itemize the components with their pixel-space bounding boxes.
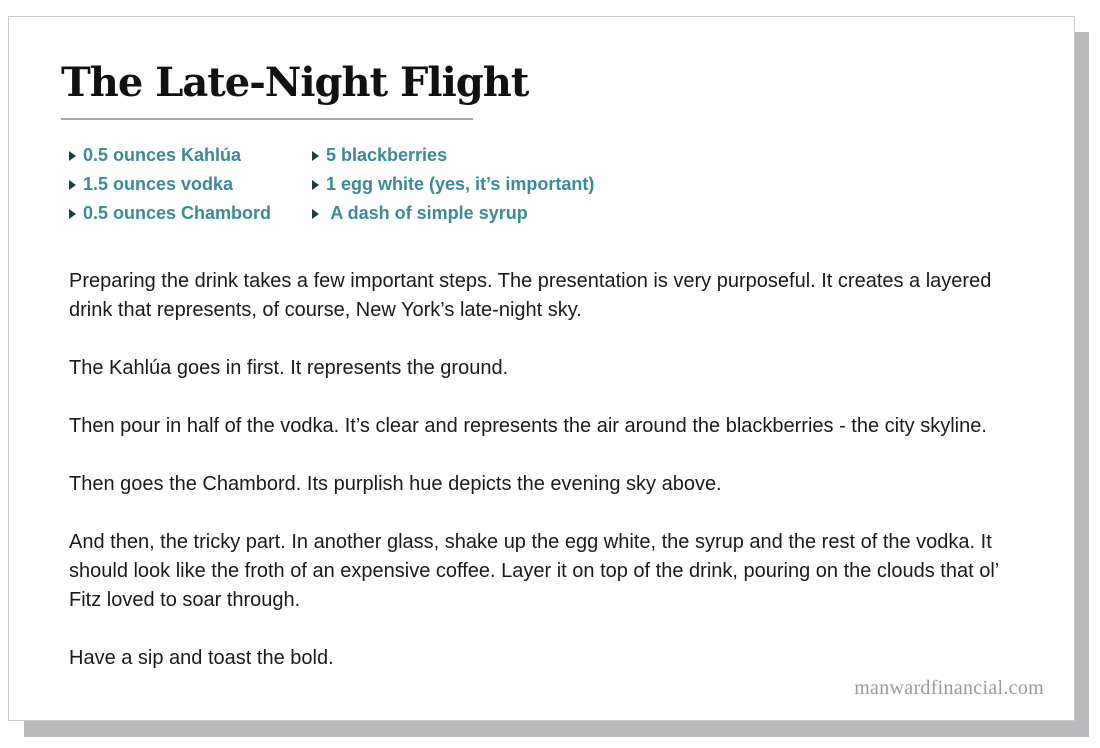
- title-underline: [61, 118, 473, 120]
- ingredient-column-1: [69, 141, 312, 228]
- ingredient-list: [69, 141, 594, 228]
- instruction-paragraph: And then, the tricky part. In another glass, shake up the egg white, the syrup and the rest of the vodka. It should look like the froth of an expensive coffee. Layer it on top of the drink, pouring on the clouds that ol’ Fitz loved to soar through.: [69, 531, 999, 611]
- triangle-bullet-icon: [69, 180, 76, 190]
- ingredient-item: [69, 199, 312, 228]
- ingredient-item: [312, 199, 594, 228]
- website-credit: manwardfinancial.com: [854, 677, 1044, 699]
- instruction-paragraph: The Kahlúa goes in first. It represents the ground.: [69, 357, 509, 379]
- ingredient-text: 1 egg white (yes, it’s important): [326, 174, 595, 194]
- triangle-bullet-icon: [312, 180, 319, 190]
- instruction-paragraph: Then pour in half of the vodka. It’s clear and represents the air around the blackberries - the city skyline.: [69, 415, 987, 437]
- ingredient-text: 0.5 ounces Chambord: [83, 203, 272, 223]
- ingredient-text: 0.5 ounces Kahlúa: [83, 145, 242, 165]
- recipe-card: [8, 16, 1075, 721]
- triangle-bullet-icon: [312, 151, 319, 161]
- instruction-paragraph: Have a sip and toast the bold.: [69, 647, 334, 669]
- ingredient-text: 5 blackberries: [326, 145, 448, 165]
- triangle-bullet-icon: [69, 209, 76, 219]
- ingredient-item: [312, 141, 594, 170]
- triangle-bullet-icon: [312, 209, 319, 219]
- ingredient-column-2: [312, 141, 594, 228]
- recipe-instructions: [69, 267, 1029, 702]
- ingredient-item: [69, 141, 312, 170]
- ingredient-item: [69, 170, 312, 199]
- ingredient-text: 1.5 ounces vodka: [83, 174, 234, 194]
- triangle-bullet-icon: [69, 151, 76, 161]
- instruction-paragraph: Preparing the drink takes a few important steps. The presentation is very purposeful. It creates a layered drink that represents, of course, New York’s late-night sky.: [69, 270, 992, 321]
- ingredient-text: A dash of simple syrup: [326, 203, 528, 223]
- instruction-paragraph: Then goes the Chambord. Its purplish hue depicts the evening sky above.: [69, 473, 722, 495]
- recipe-title: The Late-Night Flight: [61, 59, 529, 106]
- ingredient-item: [312, 170, 594, 199]
